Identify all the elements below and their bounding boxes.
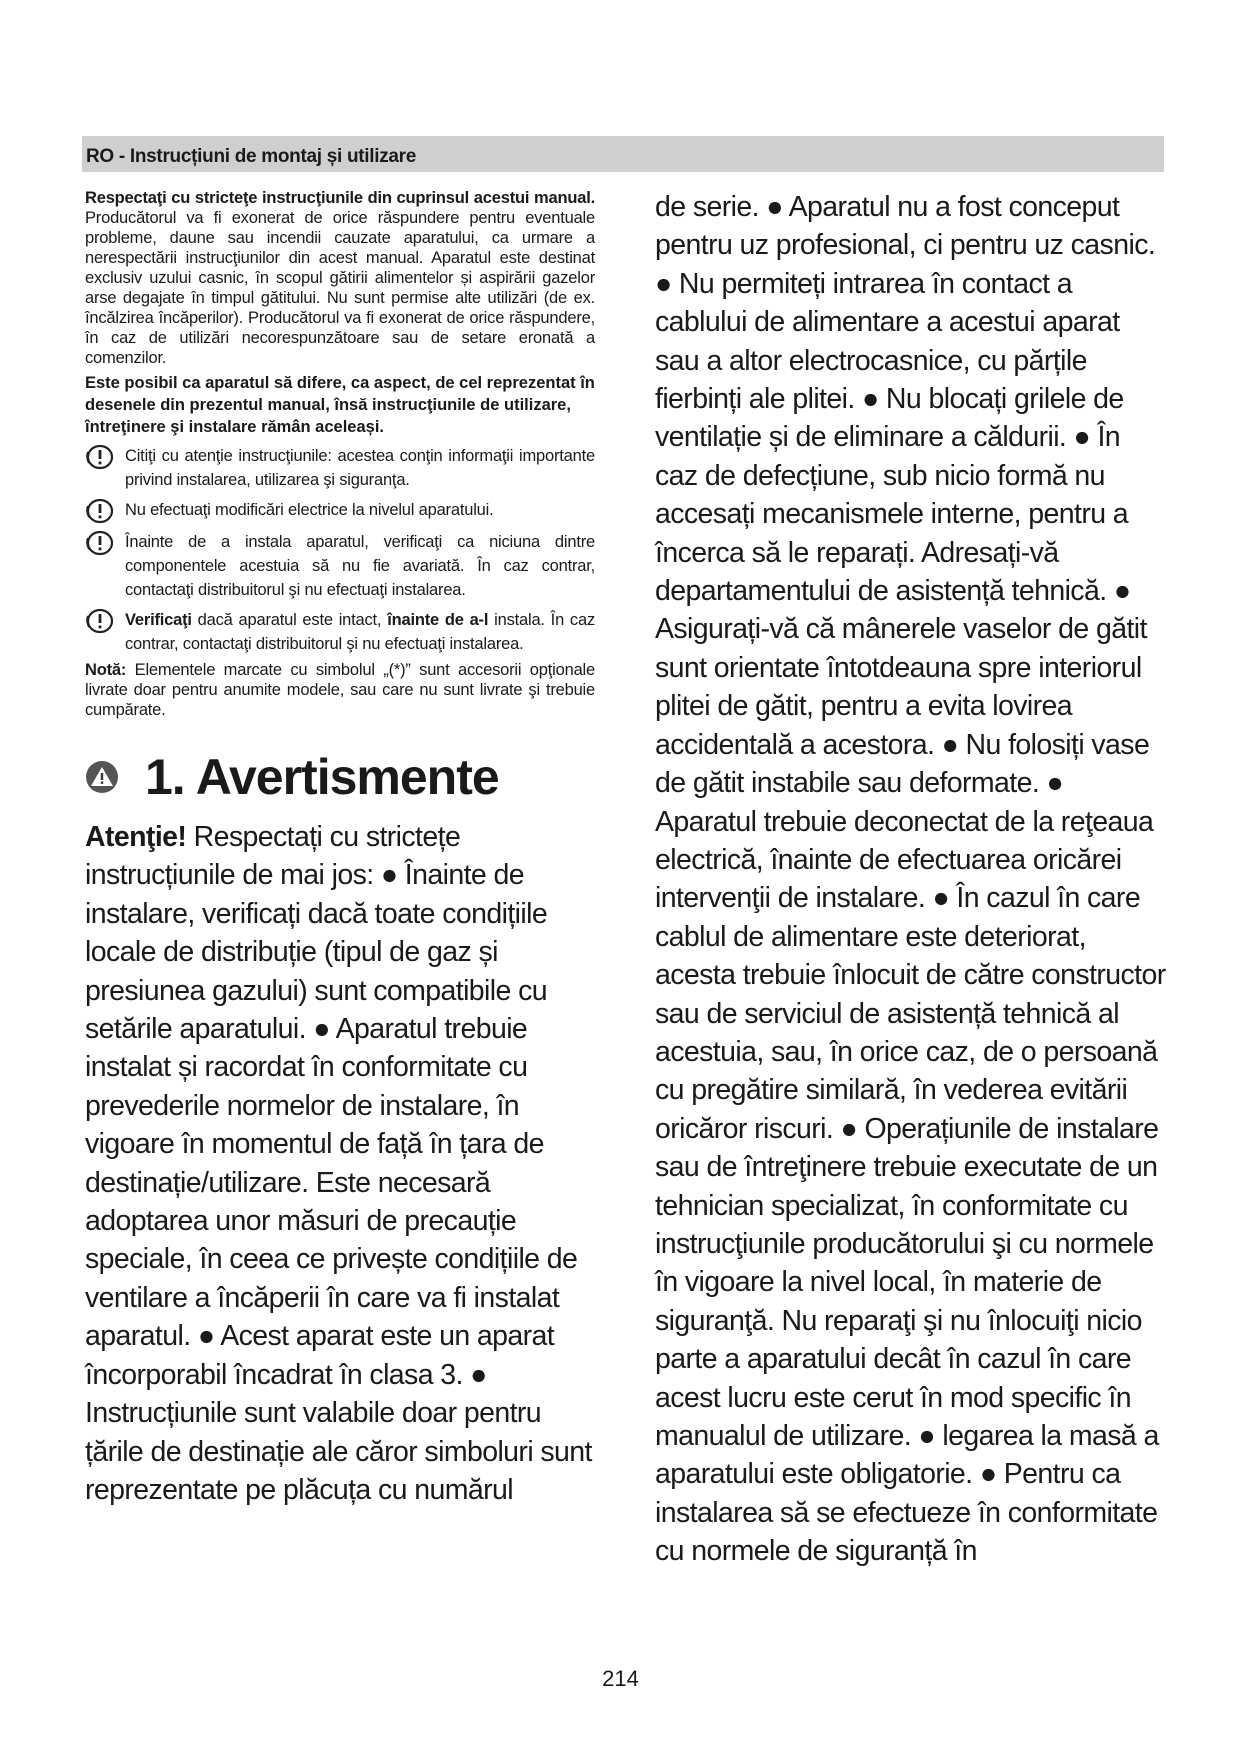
intro-text: Producătorul va fi exonerat de orice răspundere pentru eventuale probleme, daune sau incendii cauzate aparatului, ca urmare a nerespectării instrucţiunilor din acest manual. Aparatul este destinat exclusiv uzului casnic, în scopul gătirii alimentelor și aspirării gazelor arse degajate în timpul gătitului. Nu sunt permise alte utilizări (de ex. încălzirea încăperilor). Producătorul va fi exonerat de orice răspundere, în caz de utilizări necorespunzătoare sau de setare eronată a comenzilor. bbox=[85, 209, 595, 367]
attention-icon bbox=[85, 444, 115, 470]
note-paragraph bbox=[85, 660, 595, 720]
note-label: Notă: bbox=[85, 661, 127, 679]
warning-item bbox=[85, 444, 595, 492]
header-bar bbox=[82, 136, 1164, 172]
attention-icon bbox=[85, 530, 115, 556]
warning-bold: Verificaţi bbox=[125, 611, 192, 629]
attention-lead: Atenţie! bbox=[85, 821, 187, 853]
warning-text bbox=[125, 608, 595, 656]
right-column bbox=[655, 188, 1167, 1571]
warning-text: Citiţi cu atenţie instrucţiunile: acestea conţin informaţii importante privind instalarea, utilizarea şi siguranţa. bbox=[125, 447, 595, 489]
section-heading bbox=[85, 748, 595, 806]
warning-item bbox=[85, 608, 595, 656]
appearance-notice: Este posibil ca aparatul să difere, ca aspect, de cel reprezentat în desenele din prezentul manual, însă instrucţiunile de utilizare, întreţinere şi instalare rămân aceleași. bbox=[85, 374, 595, 436]
attention-icon bbox=[85, 498, 115, 524]
warning-bold: înainte de a-l bbox=[387, 611, 489, 629]
warning-item bbox=[85, 498, 595, 524]
section-title: 1. Avertismente bbox=[145, 749, 499, 805]
warning-triangle-icon bbox=[85, 760, 119, 794]
intro-paragraph bbox=[85, 188, 595, 368]
warnings-text-left bbox=[85, 818, 595, 1509]
warnings-body-left: Respectați cu strictețe instrucțiunile de mai jos: ● Înainte de instalare, verificați dacă toate condițiile locale de distribuție (tipul de gaz și presiunea gazului) sunt compatibile cu setările aparatului. ● Aparatul trebuie instalat și racordat în conformitate cu prevederile normelor de instalare, în vigoare în momentul de față în țara de destinație/utilizare. Este necesară adoptarea unor măsuri de precauție speciale, în ceea ce privește condițiile de ventilare a încăperii în care va fi instalat aparatul. ● Acest aparat este un aparat încorporabil încadrat în clasa 3. ● Instrucțiunile sunt valabile doar pentru țările de destinație ale căror simboluri sunt reprezentate pe plăcuța cu numărul bbox=[85, 821, 592, 1506]
warning-text-part: instala. În caz contrar, contactaţi distribuitorul şi nu efectuaţi instalarea. bbox=[125, 611, 595, 653]
header-title: RO - Instrucțiuni de montaj și utilizare bbox=[86, 146, 417, 167]
warnings-text-right: de serie. ● Aparatul nu a fost conceput pentru uz profesional, ci pentru uz casnic. ● Nu permiteți intrarea în contact a cablului de alimentare a acestui aparat sau a altor electrocasnice, cu părțile fierbinți ale plitei. ● Nu blocați grilele de ventilație și de eliminare a căldurii. ● În caz de defecțiune, sub nicio formă nu accesați mecanismele interne, pentru a încerca să le reparați. Adresați-vă departamentului de asistență tehnică. ● Asigurați-vă că mânerele vaselor de gătit sunt orientate întotdeauna spre interiorul plitei de gătit, pentru a evita lovirea accidentală a acestora. ● Nu folosiți vase de gătit instabile sau deformate. ● Aparatul trebuie deconectat de la reţeaua electrică, înainte de efectuarea oricărei intervenţii de instalare. ● În cazul în care cablul de alimentare este deteriorat, acesta trebuie înlocuit de către constructor sau de serviciul de asistență tehnică al acestuia, sau, în orice caz, de o persoană cu pregătire similară, în vederea evitării oricăror riscuri. ● Operațiunile de instalare sau de întreţinere trebuie executate de un tehnician specializat, în conformitate cu instrucţiunile producătorului şi cu normele în vigoare la nivel local, în materie de siguranţă. Nu reparaţi şi nu înlocuiţi nicio parte a aparatului decât în cazul în care acest lucru este cerut în mod specific în manualul de utilizare. ● legarea la masă a aparatului este obligatorie. ● Pentru ca instalarea să se efectueze în conformitate cu normele de siguranță în bbox=[655, 191, 1166, 1568]
warning-text: Nu efectuaţi modificări electrice la nivelul aparatului. bbox=[125, 501, 494, 519]
page-number: 214 bbox=[602, 1666, 639, 1691]
warning-text: Înainte de a instala aparatul, verificaţi ca niciuna dintre componentele acestuia să nu fie avariată. În caz contrar, contactaţi distribuitorul şi nu efectuaţi instalarea. bbox=[125, 533, 595, 599]
warning-item bbox=[85, 530, 595, 602]
warning-text-part: dacă aparatul este intact, bbox=[191, 611, 388, 629]
intro-bold-lead: Respectaţi cu stricteţe instrucţiunile din cuprinsul acestui manual. bbox=[85, 189, 595, 207]
left-column bbox=[85, 188, 595, 1509]
note-text: Elementele marcate cu simbolul „(*)” sunt accesorii opţionale livrate doar pentru anumite modele, sau care nu sunt livrate şi trebuie cumpărate. bbox=[85, 661, 595, 719]
attention-icon bbox=[85, 608, 115, 634]
